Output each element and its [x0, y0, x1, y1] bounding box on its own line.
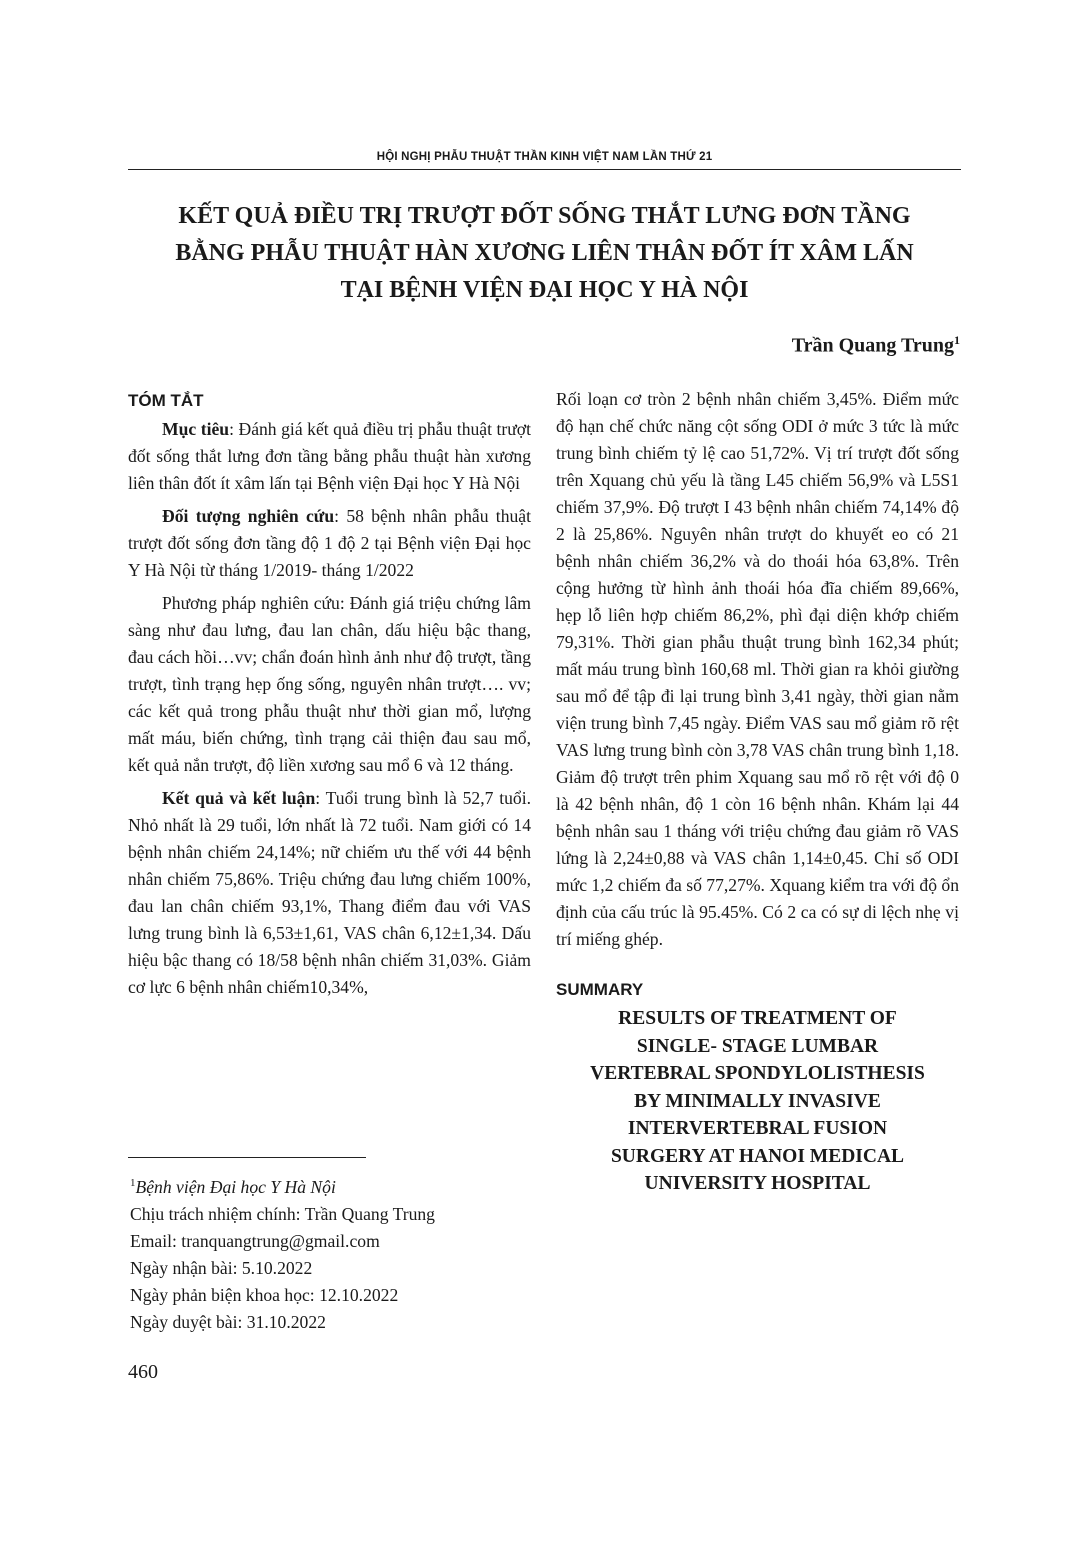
- english-title: [556, 1005, 959, 1198]
- right-column: [556, 386, 959, 1198]
- left-column: [128, 386, 531, 1001]
- corresponding-author: Chịu trách nhiệm chính: Trần Quang Trung: [130, 1203, 435, 1224]
- running-head: HỘI NGHỊ PHẪU THUẬT THẦN KINH VIỆT NAM LẦN THỨ 21: [376, 151, 713, 163]
- results-paragraph: [128, 785, 531, 1001]
- objective-paragraph: [128, 416, 531, 497]
- english-title-line: RESULTS OF TREATMENT OF: [618, 1008, 897, 1029]
- footnote-rule: [128, 1157, 366, 1158]
- footnote-affiliation: [130, 1170, 435, 1201]
- results-text: : Tuổi trung bình là 52,7 tuổi. Nhỏ nhất là 29 tuổi, lớn nhất là 72 tuổi. Nam giới có 14 bệnh nhân chiếm 24,14%; nữ chiếm ưu thế với 44 bệnh nhân chiếm 75,86%. Triệu chứng đau lưng chiếm 100%, đau lan chân chiếm 93,1%, Thang điểm đau với VAS lưng trung bình là 6,53±1,61, VAS chân 6,12±1,34. Dấu hiệu bậc thang có 18/58 bệnh nhân chiếm 31,03%. Giảm cơ lực 6 bệnh nhân chiếm10,34%,: [128, 788, 531, 997]
- footnote-mark: 1: [130, 1177, 136, 1189]
- english-title-line: INTERVERTEBRAL FUSION: [627, 1118, 888, 1139]
- title-line: KẾT QUẢ ĐIỀU TRỊ TRƯỢT ĐỐT SỐNG THẮT LƯNG ĐƠN TẦNG: [178, 203, 911, 229]
- results-continued-paragraph: Rối loạn cơ tròn 2 bệnh nhân chiếm 3,45%. Điểm mức độ hạn chế chức năng cột sống ODI ở mức 3 tức là mức trung bình chiếm tỷ lệ cao 51,72%. Vị trí trượt đốt sống trên Xquang chủ yếu là tầng L45 chiếm 56,9% và L5S1 chiếm 37,9%. Độ trượt I 43 bệnh nhân chiếm 74,14% độ 2 là 25,86%. Nguyên nhân trượt do khuyết eo có 21 bệnh nhân chiếm 36,2% và do thoái hóa 63,8%. Trên cộng hưởng từ hình ảnh thoái hóa đĩa chiếm 89,66%, hẹp lỗ liên hợp chiếm 86,2%, phì đại diện khớp chiếm 79,31%. Thời gian phẫu thuật trung bình 162,34 phút; mất máu trung bình 160,68 ml. Thời gian ra khỏi giường sau mổ để tập đi lại trung bình 3,41 ngày, thời gian nằm viện trung bình 7,45 ngày. Điểm VAS sau mổ giảm rõ rệt VAS lưng trung bình còn 3,78 VAS chân trung bình 1,18. Giảm độ trượt trên phim Xquang sau mổ rõ rệt với độ 0 là 42 bệnh nhân, độ 1 còn 16 bệnh nhân. Khám lại 44 bệnh nhân sau 1 tháng với triệu chứng đau giảm rõ VAS lứng là 2,24±0,88 và VAS chân 1,14±0,45. Chỉ số ODI mức 1,2 chiếm đa số 77,27%. Xquang kiểm tra với độ ổn định của cấu trúc là 95.45%. Có 2 ca có sự di lệch nhẹ vị trí miếng ghép.: [556, 389, 959, 949]
- affiliation-text: Bệnh viện Đại học Y Hà Nội: [135, 1176, 336, 1197]
- subjects-label: Đối tượng nghiên cứu: [162, 506, 335, 526]
- subjects-text: : 58 bệnh nhân phẫu thuật trượt đốt sống đơn tầng độ 1 độ 2 tại Bệnh viện Đại học Y Hà Nội từ tháng 1/2019- tháng 1/2022: [128, 506, 531, 580]
- title-line: TẠI BỆNH VIỆN ĐẠI HỌC Y HÀ NỘI: [340, 277, 749, 303]
- email-line: Email: tranquangtrung@gmail.com: [130, 1230, 380, 1251]
- english-title-line: SINGLE- STAGE LUMBAR: [636, 1035, 879, 1057]
- received-date: Ngày nhận bài: 5.10.2022: [130, 1257, 313, 1278]
- summary-heading: SUMMARY: [556, 980, 644, 999]
- article-title: [128, 198, 961, 309]
- objective-text: : Đánh giá kết quả điều trị phẫu thuật trượt đốt sống thắt lưng đơn tầng bằng phẫu thuật hàn xương liên thân đốt ít xâm lấn tại Bệnh viện Đại học Y Hà Nội: [128, 419, 531, 493]
- results-label: Kết quả và kết luận: [162, 788, 316, 808]
- english-title-line: VERTEBRAL SPONDYLOLISTHESIS: [590, 1063, 925, 1084]
- english-title-line: SURGERY AT HANOI MEDICAL: [610, 1145, 905, 1167]
- title-line: BẰNG PHẪU THUẬT HÀN XƯƠNG LIÊN THÂN ĐỐT ÍT XÂM LẤN: [175, 240, 914, 266]
- english-title-line: UNIVERSITY HOSPITAL: [644, 1173, 871, 1194]
- header-rule: [128, 169, 961, 170]
- subjects-paragraph: [128, 503, 531, 584]
- accepted-date: Ngày duyệt bài: 31.10.2022: [130, 1311, 326, 1332]
- author: [792, 333, 960, 358]
- author-name: Trần Quang Trung: [791, 334, 954, 357]
- footnotes: [130, 1170, 435, 1336]
- affiliation-mark: 1: [954, 333, 960, 347]
- page-number: 460: [128, 1361, 158, 1383]
- review-date: Ngày phản biện khoa học: 12.10.2022: [130, 1284, 399, 1305]
- abstract-heading: TÓM TẮT: [128, 391, 204, 410]
- english-title-line: BY MINIMALLY INVASIVE: [634, 1090, 881, 1112]
- methods-paragraph: Phương pháp nghiên cứu: Đánh giá triệu chứng lâm sàng như đau lưng, đau lan chân, dấu hiệu bậc thang, đau cách hồi…vv; chẩn đoán hình ảnh như độ trượt, tầng trượt, tình trạng hẹp ống sống, nguyên nhân trượt…. vv; các kết quả trong phẫu thuật như thời gian mổ, lượng mất máu, biến chứng, tình trạng cải thiện đau sau mổ, kết quả nắn trượt, độ liền xương sau mổ 6 và 12 tháng.: [128, 593, 531, 775]
- objective-label: Mục tiêu: [162, 419, 230, 439]
